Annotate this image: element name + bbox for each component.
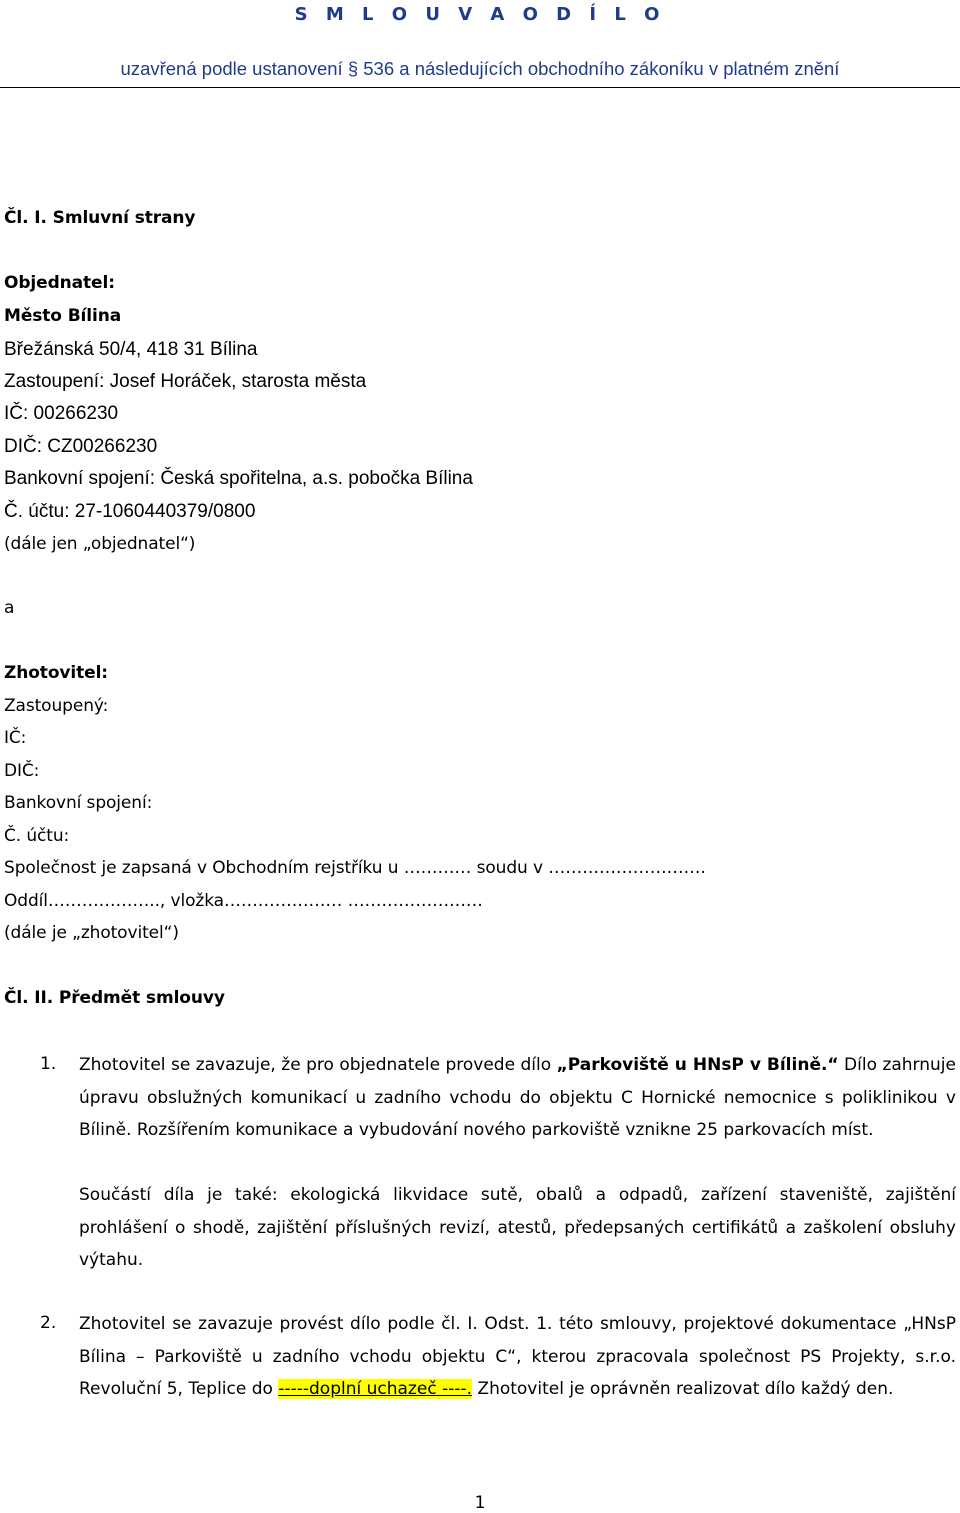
item-number-2: 2. bbox=[40, 1313, 57, 1333]
item-2-text-b: Zhotovitel je oprávněn realizovat dílo každý den. bbox=[472, 1379, 894, 1399]
contractor-register: Společnost je zapsaná v Obchodním rejstříku u ………… soudu v ………………………. bbox=[4, 858, 706, 878]
item-2-text-a: Zhotovitel se zavazuje provést dílo podle čl. I. Odst. 1. této smlouvy, projektové dokumentace „HNsP Bílina – Parkoviště u zadního vchodu objektu C“, kterou zpracovala společnost PS Projekty, s.r.o. Revoluční 5, Teplice do bbox=[79, 1314, 956, 1399]
client-ic: IČ: 00266230 bbox=[4, 403, 119, 424]
item-2-paragraph bbox=[79, 1308, 956, 1406]
contractor-bank: Bankovní spojení: bbox=[4, 793, 153, 813]
item-1-work-name: „Parkoviště u HNsP v Bílině.“ bbox=[556, 1055, 839, 1075]
contractor-dic: DIČ: bbox=[4, 761, 40, 781]
client-bank: Bankovní spojení: Česká spořitelna, a.s. pobočka Bílina bbox=[4, 468, 473, 489]
item-1-text-a: Zhotovitel se zavazuje, že pro objednatele provede dílo bbox=[79, 1055, 557, 1075]
section-heading-parties: Čl. I. Smluvní strany bbox=[4, 208, 196, 228]
client-alias: (dále jen „objednatel“) bbox=[4, 534, 196, 554]
section-heading-subject: Čl. II. Předmět smlouvy bbox=[4, 988, 225, 1008]
item-number-1: 1. bbox=[40, 1054, 57, 1074]
page-number: 1 bbox=[474, 1493, 486, 1513]
client-dic: DIČ: CZ00266230 bbox=[4, 436, 158, 457]
contractor-account: Č. účtu: bbox=[4, 826, 70, 846]
and-conjunction: a bbox=[4, 598, 15, 618]
client-name: Město Bílina bbox=[4, 306, 122, 326]
client-address: Břežánská 50/4, 418 31 Bílina bbox=[4, 339, 258, 360]
item-1-text-b: Dílo zahrnuje úpravu obslužných komunikací u zadního vchodu do objektu C Hornické nemocnice s poliklinikou v Bílině. Rozšířením komunikace a vybudování nového parkoviště vznikne 25 parkovacích míst. bbox=[79, 1055, 956, 1140]
bidder-fill-placeholder: -----doplní uchazeč ----. bbox=[278, 1379, 473, 1399]
item-1-scope-paragraph: Součástí díla je také: ekologická likvidace sutě, obalů a odpadů, zařízení staveniště, zajištění prohlášení o shodě, zajištění příslušných revizí, atestů, předepsaných certifikátů a zaškolení obsluhy výtahu. bbox=[79, 1185, 956, 1270]
client-representative: Zastoupení: Josef Horáček, starosta města bbox=[4, 371, 367, 392]
contractor-ic: IČ: bbox=[4, 728, 27, 748]
contractor-section-insert: Oddíl……………….., vložka………………… …………………… bbox=[4, 891, 483, 911]
contractor-alias: (dále je „zhotovitel“) bbox=[4, 923, 179, 943]
document-title: S M L O U V A O D Í L O bbox=[294, 4, 666, 25]
header-divider bbox=[0, 87, 960, 88]
contractor-label: Zhotovitel: bbox=[4, 663, 109, 683]
client-account: Č. účtu: 27-1060440379/0800 bbox=[4, 501, 256, 522]
document-subtitle: uzavřená podle ustanovení § 536 a následujících obchodního zákoníku v platném znění bbox=[120, 58, 840, 79]
contractor-represented: Zastoupený: bbox=[4, 696, 109, 716]
client-label: Objednatel: bbox=[4, 273, 115, 293]
item-1-paragraph bbox=[79, 1049, 956, 1147]
